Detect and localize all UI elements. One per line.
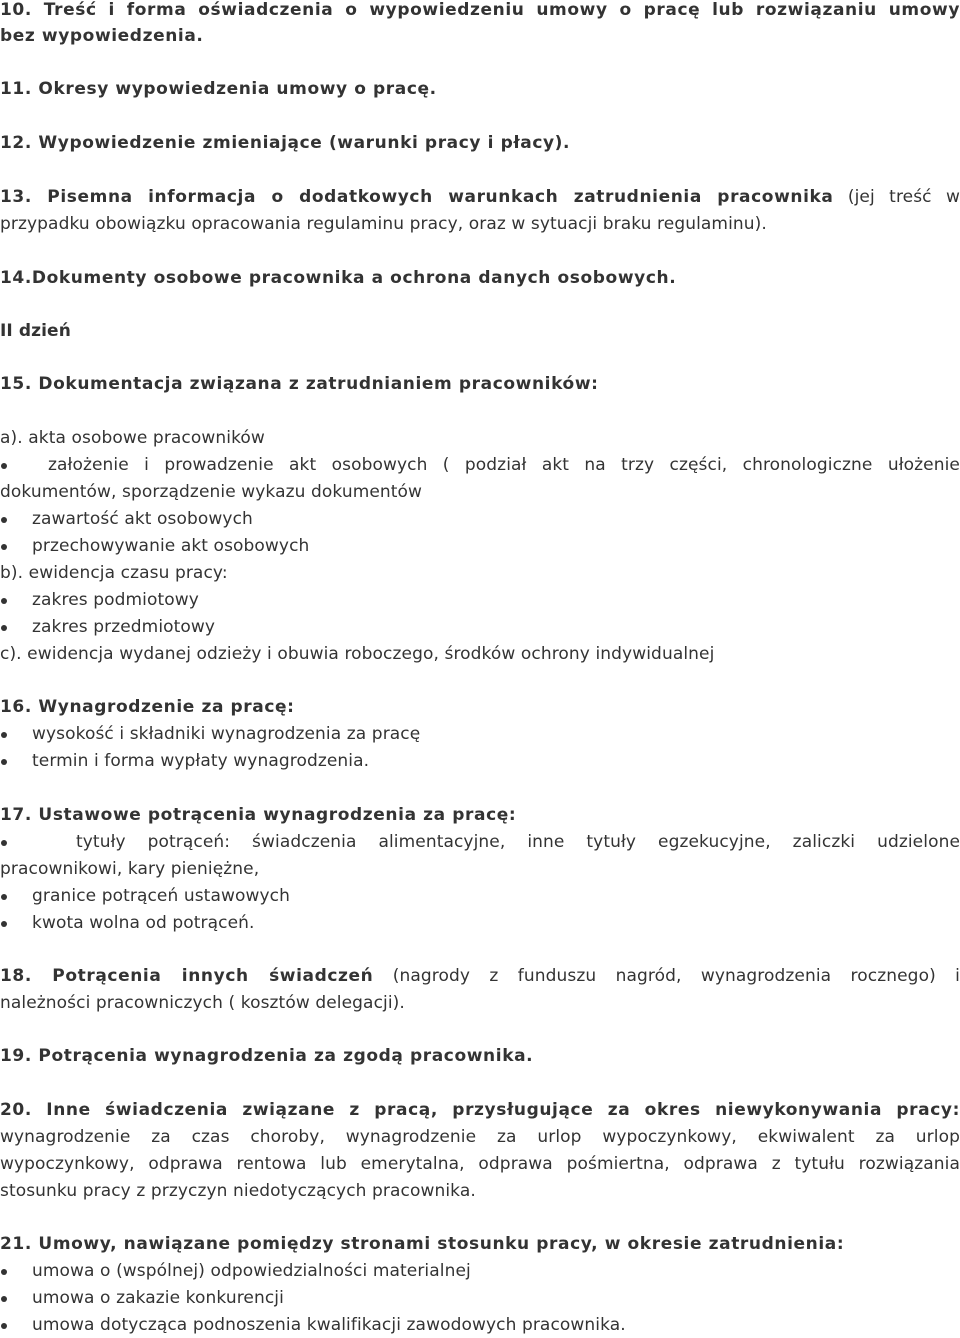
list-item-text: umowa o zakazie konkurencji xyxy=(32,1288,284,1308)
list-b-label: b). ewidencja czasu pracy: xyxy=(0,560,960,586)
item-20-line4: stosunku pracy z przyczyn niedotyczących pracownika. xyxy=(0,1178,960,1204)
item-16: 16. Wynagrodzenie za pracę: xyxy=(0,694,960,720)
list-item-text: granice potrąceń ustawowych xyxy=(32,886,290,906)
item-20-line3: wypoczynkowy, odprawa rentowa lub emerytalna, odprawa pośmiertna, odprawa z tytułu rozwiązania xyxy=(0,1151,960,1177)
item-17-bullet3 xyxy=(0,910,960,936)
item-20-line1: 20. Inne świadczenia związane z pracą, przysługujące za okres niewykonywania pracy: xyxy=(0,1097,960,1123)
list-item-text: zawartość akt osobowych xyxy=(32,509,253,529)
item-10-line1: 10. Treść i forma oświadczenia o wypowiedzeniu umowy o pracę lub rozwiązaniu umowy xyxy=(0,0,960,23)
list-item-text: założenie i prowadzenie akt osobowych ( podział akt na trzy części, chronologiczne ułożenie xyxy=(32,455,960,475)
item-16-bullet2 xyxy=(0,748,960,774)
list-item-text: tytuły potrąceń: świadczenia alimentacyjne, inne tytuły egzekucyjne, zaliczki udzielone xyxy=(32,832,960,852)
list-c-label: c). ewidencja wydanej odzieży i obuwia roboczego, środków ochrony indywidualnej xyxy=(0,641,960,667)
item-18-heading: 18. Potrącenia innych świadczeń xyxy=(0,966,373,986)
list-a-bullet1-line2: dokumentów, sporządzenie wykazu dokumentów xyxy=(0,479,960,505)
item-13-tail: (jej treść w xyxy=(834,187,960,207)
item-19: 19. Potrącenia wynagrodzenia za zgodą pracownika. xyxy=(0,1043,960,1069)
item-17-bullet2 xyxy=(0,883,960,909)
list-item-text: kwota wolna od potrąceń. xyxy=(32,913,255,933)
item-14: 14.Dokumenty osobowe pracownika a ochrona danych osobowych. xyxy=(0,265,960,291)
list-item-text: zakres przedmiotowy xyxy=(32,617,215,637)
list-item-text: przechowywanie akt osobowych xyxy=(32,536,309,556)
list-a-label: a). akta osobowe pracowników xyxy=(0,425,960,451)
list-a-bullet2 xyxy=(0,506,960,532)
list-item-text: wysokość i składniki wynagrodzenia za pracę xyxy=(32,724,420,744)
list-item-text: zakres podmiotowy xyxy=(32,590,199,610)
item-11: 11. Okresy wypowiedzenia umowy o pracę. xyxy=(0,76,960,102)
day-heading: II dzień xyxy=(0,318,960,344)
item-21-bullet2 xyxy=(0,1285,960,1311)
item-21: 21. Umowy, nawiązane pomiędzy stronami stosunku pracy, w okresie zatrudnienia: xyxy=(0,1231,960,1257)
list-b-bullet2 xyxy=(0,614,960,640)
item-18-line2: należności pracowniczych ( kosztów delegacji). xyxy=(0,990,960,1016)
list-item-text: umowa o (wspólnej) odpowiedzialności materialnej xyxy=(32,1261,471,1281)
list-a-bullet3 xyxy=(0,533,960,559)
list-item-text: termin i forma wypłaty wynagrodzenia. xyxy=(32,751,369,771)
item-12: 12. Wypowiedzenie zmieniające (warunki pracy i płacy). xyxy=(0,130,960,156)
item-18-line1 xyxy=(0,963,960,989)
item-21-bullet3 xyxy=(0,1312,960,1338)
item-13-heading: 13. Pisemna informacja o dodatkowych warunkach zatrudnienia pracownika xyxy=(0,187,834,207)
item-17-bullet1-line2: pracownikowi, kary pieniężne, xyxy=(0,856,960,882)
item-21-bullet1 xyxy=(0,1258,960,1284)
list-item-text: umowa dotycząca podnoszenia kwalifikacji zawodowych pracownika. xyxy=(32,1315,626,1335)
item-13-line1 xyxy=(0,184,960,210)
list-b-bullet1 xyxy=(0,587,960,613)
item-10-line2: bez wypowiedzenia. xyxy=(0,23,960,49)
item-18-tail: (nagrody z funduszu nagród, wynagrodzenia rocznego) i xyxy=(373,966,960,986)
item-17-bullet1-line1 xyxy=(0,829,960,855)
item-16-bullet1 xyxy=(0,721,960,747)
item-20-line2: wynagrodzenie za czas choroby, wynagrodzenie za urlop wypoczynkowy, ekwiwalent za urlop xyxy=(0,1124,960,1150)
list-a-bullet1-line1 xyxy=(0,452,960,478)
item-17: 17. Ustawowe potrącenia wynagrodzenia za pracę: xyxy=(0,802,960,828)
item-15: 15. Dokumentacja związana z zatrudnianiem pracowników: xyxy=(0,371,960,397)
item-13-line2: przypadku obowiązku opracowania regulaminu pracy, oraz w sytuacji braku regulaminu). xyxy=(0,211,960,237)
